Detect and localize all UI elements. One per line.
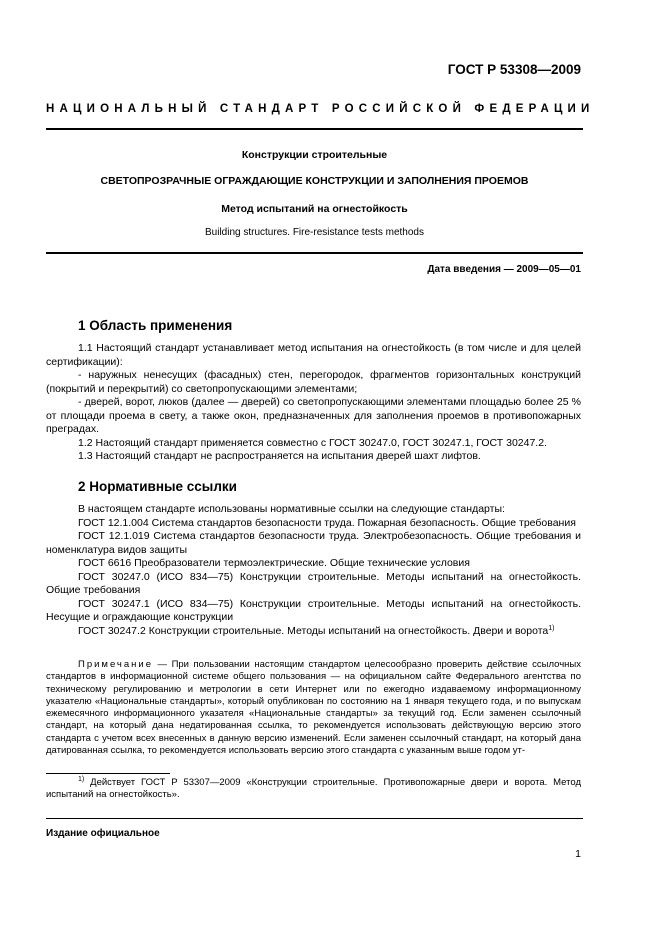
footnote [46, 777, 581, 802]
national-standard-banner: НАЦИОНАЛЬНЫЙ СТАНДАРТ РОССИЙСКОЙ ФЕДЕРАЦИИ [46, 103, 595, 115]
footnote-reference: 1) [548, 624, 555, 632]
section-1-paragraph: - дверей, ворот, люков (далее — дверей) со светопропускающими элементами площадью более 25 % от площади проема в свету, а также окон, предназначенных для заполнения проемов в противопожарных преградах. [46, 396, 581, 435]
section-1-paragraph: 1.3 Настоящий стандарт не распространяется на испытания дверей шахт лифтов. [78, 450, 481, 462]
reference-entry: ГОСТ 30247.0 (ИСО 834—75) Конструкции строительные. Методы испытаний на огнестойкость. Общие требования [46, 570, 581, 596]
reference-entry: ГОСТ 12.1.019 Система стандартов безопасности труда. Электробезопасность. Общие требования и номенклатура видов защиты [46, 530, 581, 556]
title-line-3: Метод испытаний на огнестойкость [221, 203, 408, 215]
document-number: ГОСТ Р 53308—2009 [447, 62, 581, 77]
bottom-divider [46, 818, 583, 819]
section-1-body [46, 342, 581, 464]
page-number: 1 [575, 848, 581, 860]
official-edition-label: Издание официальное [46, 828, 160, 839]
section-1-paragraph: - наружных ненесущих (фасадных) стен, перегородок, фрагментов горизонтальных конструкций (покрытий и перекрытий) со светопропускающими элементами; [46, 369, 581, 395]
section-2-paragraph: В настоящем стандарте использованы нормативные ссылки на следующие стандарты: [78, 503, 505, 515]
title-line-1: Конструкции строительные [241, 149, 388, 161]
title-divider [46, 252, 583, 254]
section-1-paragraph: 1.2 Настоящий стандарт применяется совместно с ГОСТ 30247.0, ГОСТ 30247.1, ГОСТ 30247.2. [78, 436, 547, 449]
reference-entry-with-footnote [46, 625, 581, 639]
english-title: Building structures. Fire-resistance tests methods [205, 227, 424, 238]
note-label: Примечание [78, 659, 153, 670]
section-2-heading: 2 Нормативные ссылки [78, 479, 237, 494]
footnote-mark: 1) [78, 776, 85, 783]
footnote-text: Действует ГОСТ Р 53307—2009 «Конструкции строительные. Противопожарные двери и ворота. Метод испытаний на огнестойкость». [46, 777, 581, 801]
footnote-divider [46, 773, 170, 774]
top-divider [46, 128, 583, 130]
reference-text: ГОСТ 30247.2 Конструкции строительные. Методы испытаний на огнестойкость. Двери и ворота [78, 624, 549, 637]
note-text: — При пользовании настоящим стандартом целесообразно проверить действие ссылочных стандартов в информационной системе общего пользования — на официальном сайте Федерального агентства по техническому регулированию и метрологии в сети Интернет или по ежегодно издаваемому информационному указателю «Национальные стандарты», который опубликован по состоянию на 1 января текущего года, и по выпускам ежемесячного информационного указателя «Национальные стандарты» за текущий год. Если заменен ссылочный стандарт, на который дана недатированная ссылка, то рекомендуется использовать действующую версию этого стандарта с учетом всех внесенных в данную версию изменений. Если заменен ссылочный стандарт, на который дана датированная ссылка, то рекомендуется использовать версию этого стандарта с указанным выше годом ут- [46, 659, 581, 757]
note-block [46, 659, 581, 757]
reference-entry: ГОСТ 12.1.004 Система стандартов безопасности труда. Пожарная безопасность. Общие требования [78, 516, 576, 529]
section-1-paragraph: 1.1 Настоящий стандарт устанавливает метод испытания на огнестойкость (в том числе и для целей сертификации): [46, 342, 581, 368]
title-line-2: СВЕТОПРОЗРАЧНЫЕ ОГРАЖДАЮЩИЕ КОНСТРУКЦИИ И ЗАПОЛНЕНИЯ ПРОЕМОВ [100, 175, 529, 187]
reference-entry: ГОСТ 30247.1 (ИСО 834—75) Конструкции строительные. Методы испытаний на огнестойкость. Несущие и ограждающие конструкции [46, 597, 581, 623]
introduction-date: Дата введения — 2009—05—01 [427, 264, 581, 275]
reference-entry: ГОСТ 6616 Преобразователи термоэлектрические. Общие технические условия [78, 557, 470, 569]
section-1-heading: 1 Область применения [78, 318, 233, 333]
section-2-body [46, 503, 581, 638]
